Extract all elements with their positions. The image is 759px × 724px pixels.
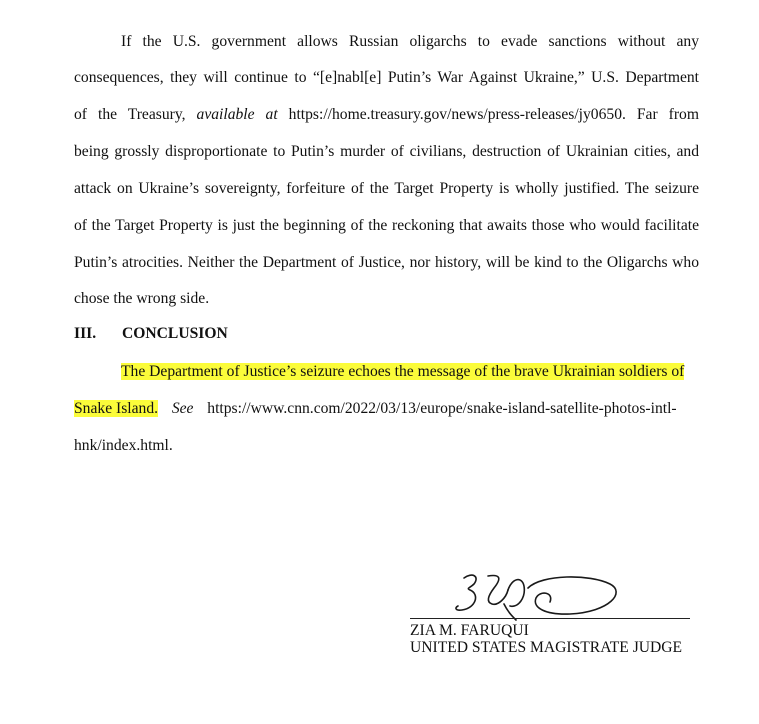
highlighted-text: Snake Island.: [74, 400, 159, 417]
paragraph-line: attack on Ukraine’s sovereignty, forfeiture of the Target Property is wholly justified. The seizure: [74, 180, 699, 197]
handwritten-signature: [450, 568, 630, 624]
cnn-url: https://www.cnn.com/2022/03/13/europe/snake-island-satellite-photos-intl-: [207, 400, 677, 417]
paragraph-line: [121, 362, 699, 382]
judge-title: UNITED STATES MAGISTRATE JUDGE: [410, 639, 683, 656]
section-title: CONCLUSION: [122, 325, 228, 342]
section-number: III.: [74, 325, 97, 342]
citation-signal: available at: [196, 106, 278, 123]
paragraph-line: [74, 399, 699, 419]
treasury-url: https://home.treasury.gov/news/press-releases/jy0650. Far from: [288, 106, 699, 123]
paragraph-line: hnk/index.html.: [74, 437, 173, 454]
text-segment: of the Treasury,: [74, 106, 186, 123]
paragraph-line: chose the wrong side.: [74, 290, 210, 307]
paragraph-line: Putin’s atrocities. Neither the Department of Justice, nor history, will be kind to the Oligarchs who: [74, 254, 699, 271]
judge-name: ZIA M. FARUQUI: [410, 622, 529, 639]
paragraph-line: being grossly disproportionate to Putin’s murder of civilians, destruction of Ukrainian cities, and: [74, 143, 699, 160]
paragraph-line: [74, 105, 699, 125]
paragraph-line: consequences, they will continue to “[e]nabl[e] Putin’s War Against Ukraine,” U.S. Department: [74, 69, 699, 86]
highlighted-text: The Department of Justice’s seizure echoes the message of the brave Ukrainian soldiers of: [121, 363, 685, 380]
paragraph-line: If the U.S. government allows Russian oligarchs to evade sanctions without any: [121, 33, 699, 50]
signature-line: [410, 618, 690, 619]
paragraph-line: of the Target Property is just the beginning of the reckoning that awaits those who would facilitate: [74, 217, 699, 234]
signature-block: [410, 568, 710, 668]
citation-signal: See: [171, 400, 194, 417]
